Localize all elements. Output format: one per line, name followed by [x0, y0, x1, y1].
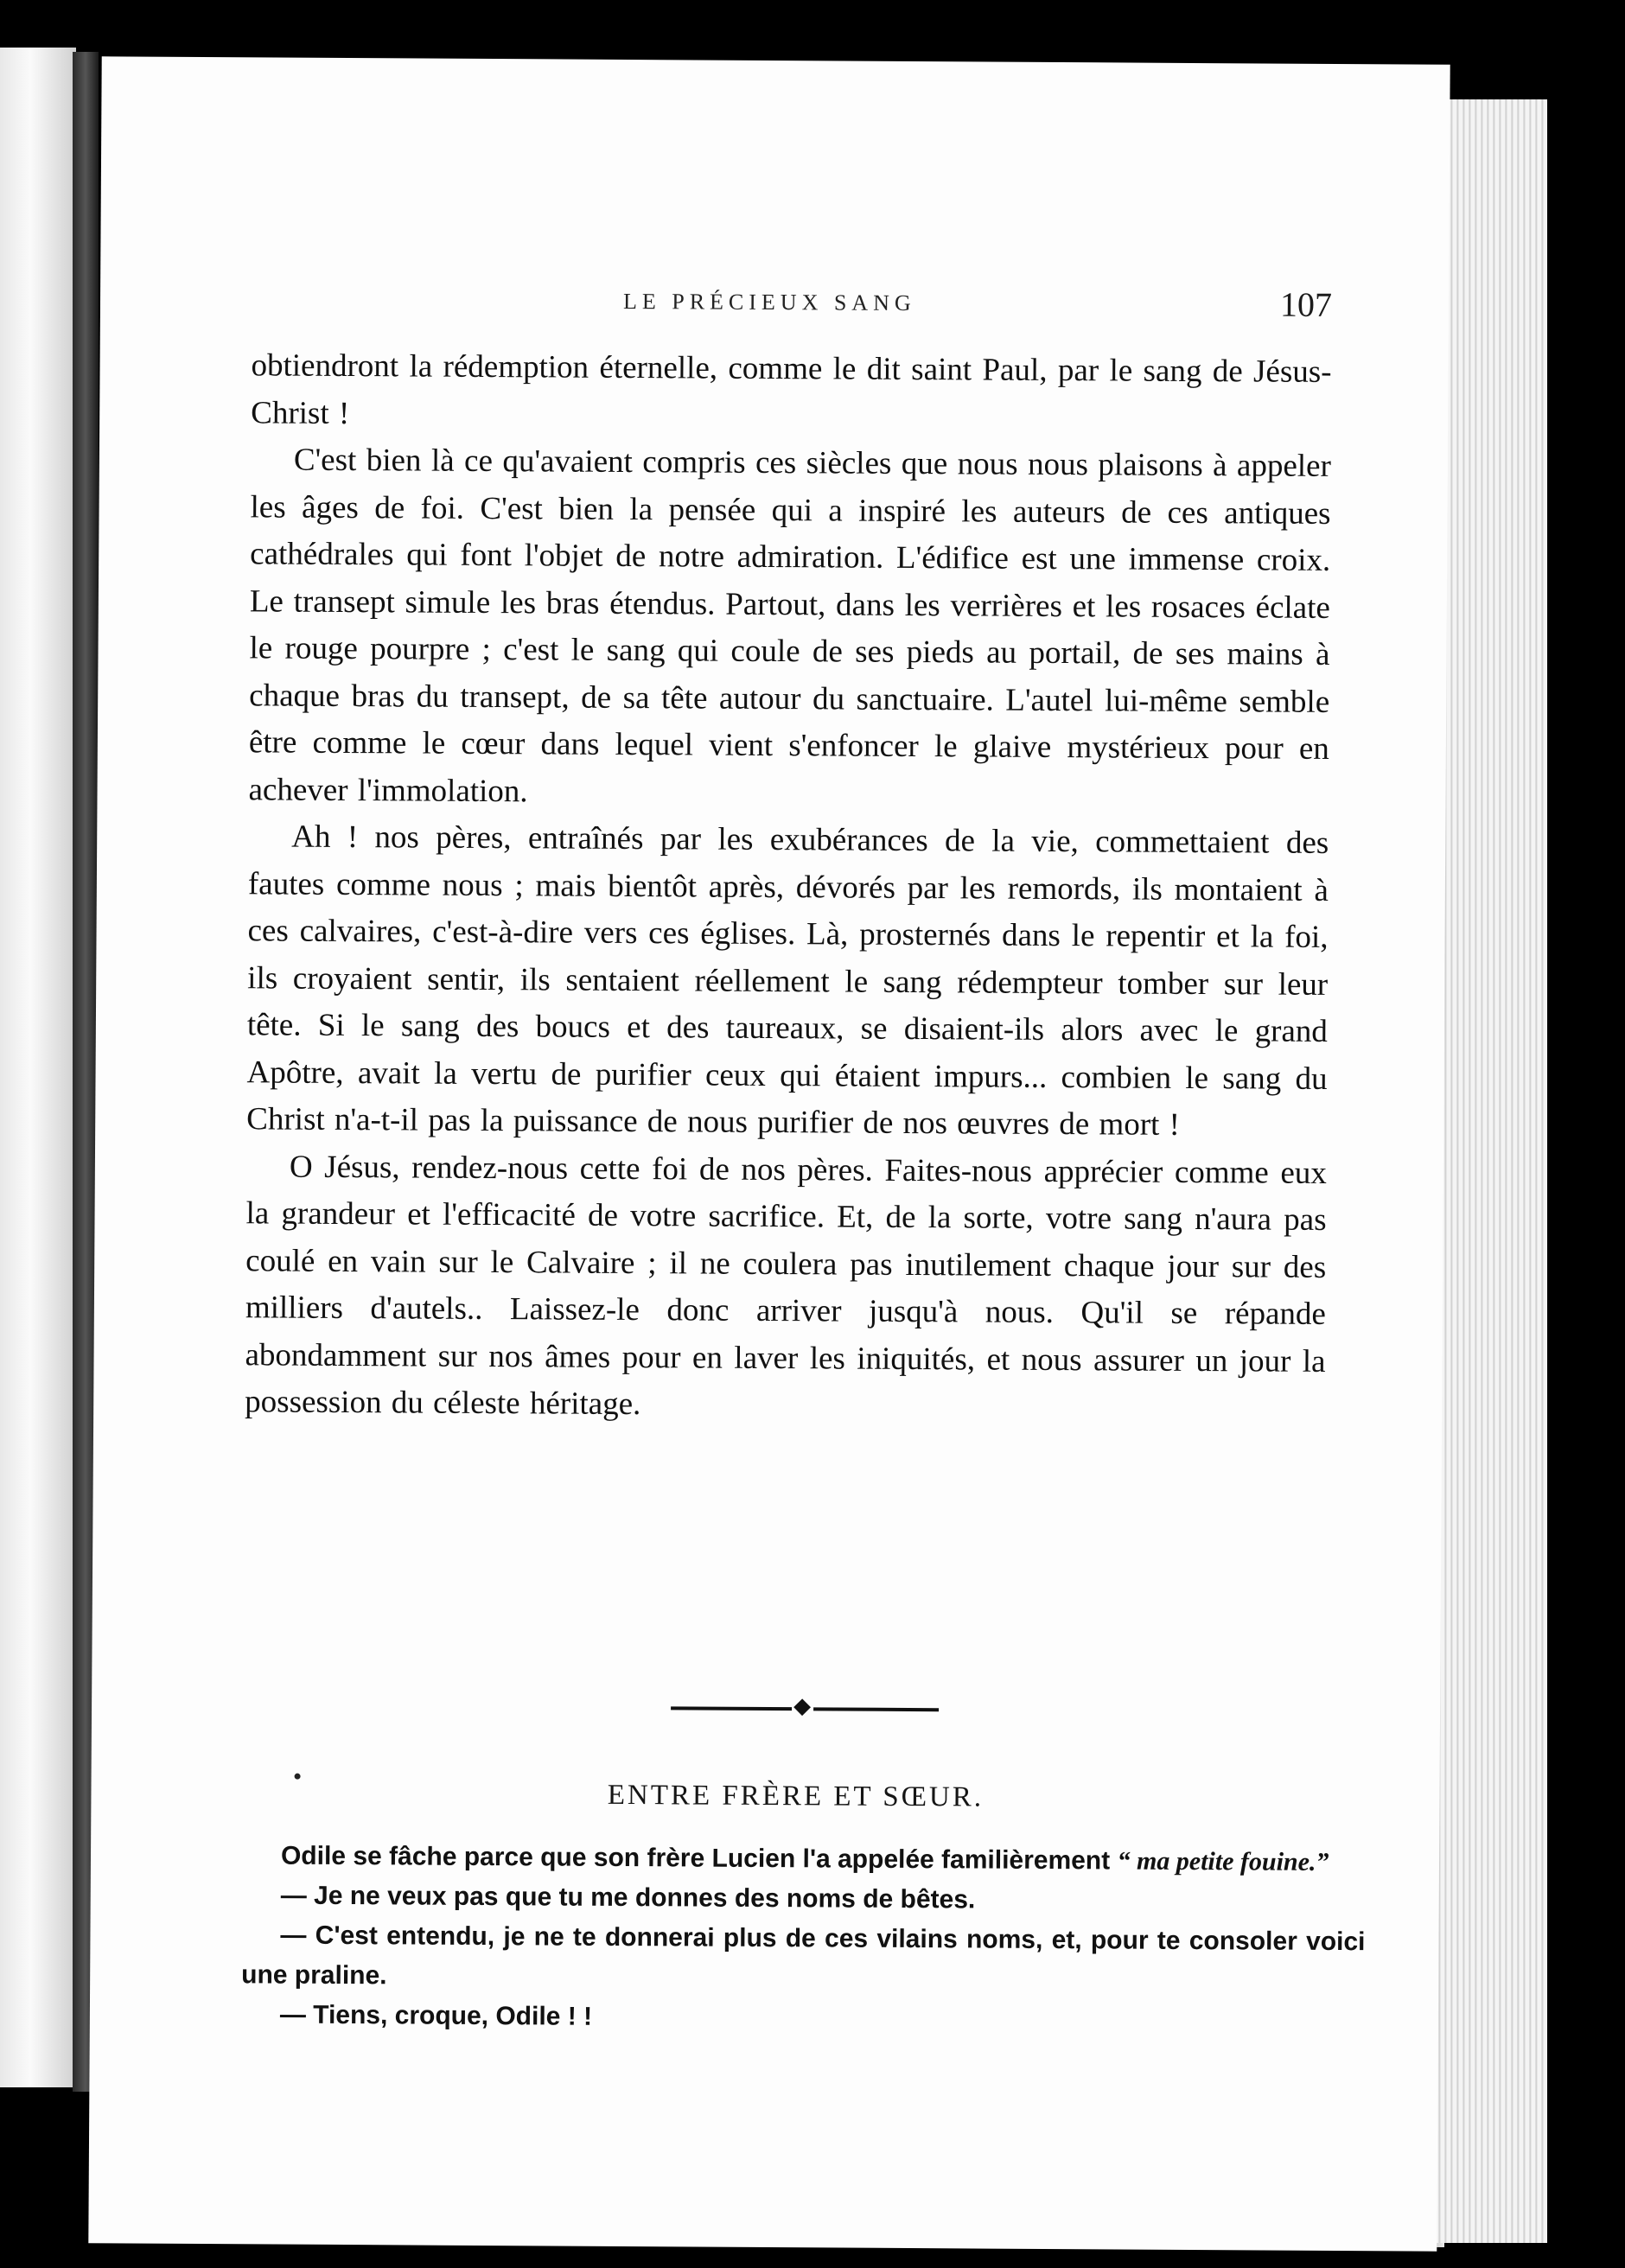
body-text [245, 342, 1332, 1432]
anecdote-lead [242, 1836, 1366, 1883]
book-page [88, 56, 1450, 2251]
page-text-block [241, 57, 1366, 2031]
dialog-line: — C'est entendu, je ne te donnerai plus de ces vilains noms, et, pour te consoler voici une praline. [241, 1921, 1366, 1991]
anecdote [241, 1836, 1366, 2042]
stacked-page-edges [1435, 99, 1547, 2243]
section-divider-ornament [671, 1698, 939, 1720]
dialog-line: — Tiens, croque, Odile ! ! [279, 2000, 593, 2031]
divider-line-right [813, 1707, 939, 1711]
paragraph: O Jésus, rendez-nous cette foi de nos pères. Faites-nous apprécier comme eux la grandeur et l'efficacité de votre sacrifice. Et, de la sorte, votre sang n'aura pas coulé en vain sur le Calvaire ; il ne coulera pas inutilement chaque jour sur des milliers d'autels.. Laissez-le donc arriver jusqu'à nous. Qu'il se répande abondamment sur nos âmes pour en laver les iniquités, et nous assurer un jour la possession du céleste héritage. [245, 1149, 1328, 1423]
divider-diamond-icon [793, 1698, 811, 1716]
paragraph: C'est bien là ce qu'avaient compris ces siècles que nous nous plaisons à appeler les âges de foi. C'est bien la pensée qui a inspiré les auteurs de ces antiques cathédrales qui font l'objet de notre admiration. L'édifice est une immense croix. Le transept simule les bras étendus. Partout, dans les verrières et les rosaces éclate le rouge pourpre ; c'est le sang qui coule de ses pieds au portail, de ses mains à chaque bras du transept, de sa tête autour du sanctuaire. L'autel lui-même semble être comme le cœur dans lequel vient s'enfoncer le glaive mystérieux pour en achever l'immolation. [248, 442, 1331, 809]
section-title: ENTRE FRÈRE ET SŒUR. [607, 1779, 985, 1813]
paragraph: Ah ! nos pères, entraînés par les exubérances de la vie, commettaient des fautes comme nous ; mais bientôt après, dévorés par les remords, ils montaient à ces calvaires, c'est-à-dire vers ces églises. Là, prosternés dans le repentir et la foi, ils croyaient sentir, ils sentaient réellement le sang rédempteur tomber sur leur tête. Si le sang des boucs et des taureaux, se disaient-ils alors avec le grand Apôtre, avait la vertu de purifier ceux qui étaient impurs... combien le sang du Christ n'a-t-il pas la puissance de nous purifier de nos œuvres de mort ! [246, 819, 1329, 1143]
facing-page-edge [0, 48, 76, 2087]
page-header [252, 286, 1332, 345]
paragraph: obtiendront la rédemption éternelle, comme le dit saint Paul, par le sang de Jésus-Christ ! [251, 347, 1332, 431]
anecdote-lead-quote: “ ma petite fouine.” [1117, 1846, 1329, 1876]
page-number: 107 [1279, 284, 1333, 324]
dialog-line: — Je ne veux pas que tu me donnes des noms de bêtes. [280, 1881, 976, 1914]
divider-line-left [671, 1706, 792, 1711]
running-title: LE PRÉCIEUX SANG [622, 288, 916, 316]
anecdote-lead-text: Odile se fâche parce que son frère Lucien l'a appelée familièrement [280, 1841, 1118, 1876]
